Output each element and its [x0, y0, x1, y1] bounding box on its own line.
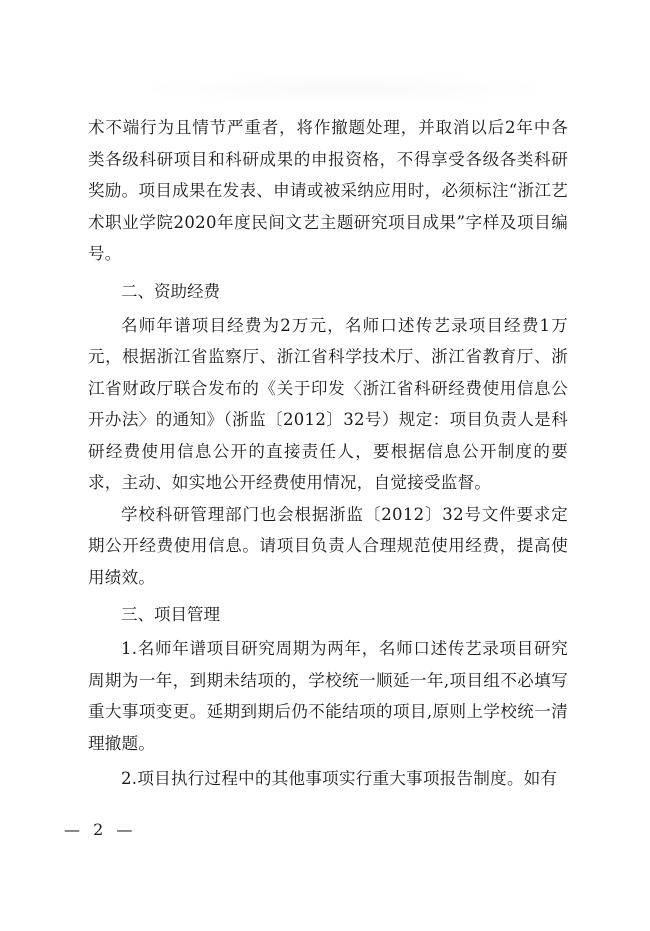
paragraph-management-period: 1.名师年谱项目研究周期为两年，名师口述传艺录项目研究周期为一年，到期未结项的，学校统一顺延一年,项目组不必填写重大事项变更。延期到期后仍不能结项的项目,原则上学校统一清理撤题。	[88, 639, 568, 753]
paragraph-funding-disclosure: 学校科研管理部门也会根据浙监〔2012〕32号文件要求定期公开经费使用信息。请项目负责人合理规范使用经费，提高使用绩效。	[88, 504, 568, 587]
section-heading-management: 三、项目管理	[121, 605, 220, 624]
scan-artifact	[130, 74, 560, 104]
paragraph-management-reporting: 2.项目执行过程中的其他事项实行重大事项报告制度。如有	[121, 769, 558, 788]
page-number: — 2 —	[64, 820, 137, 839]
paragraph-continuation: 术不端行为且情节严重者，将作撤题处理，并取消以后2年中各类各级科研项目和科研成果的申报资格，不得享受各级各类科研奖励。项目成果在发表、申请或被采纳应用时，必须标注“浙江艺术职业学院2020年度民间文艺主题研究项目成果”字样及项目编号。	[88, 118, 568, 263]
paragraph-funding-amount: 名师年谱项目经费为2万元，名师口述传艺录项目经费1万元，根据浙江省监察厅、浙江省科学技术厅、浙江省教育厅、浙江省财政厅联合发布的《关于印发〈浙江省科研经费使用信息公开办法〉的通知》（浙监〔2012〕32号）规定：项目负责人是科研经费使用信息公开的直接责任人，要根据信息公开制度的要求，主动、如实地公开经费使用情况，自觉接受监督。	[88, 315, 568, 492]
section-heading-funding: 二、资助经费	[121, 281, 220, 301]
document-body	[88, 112, 568, 795]
